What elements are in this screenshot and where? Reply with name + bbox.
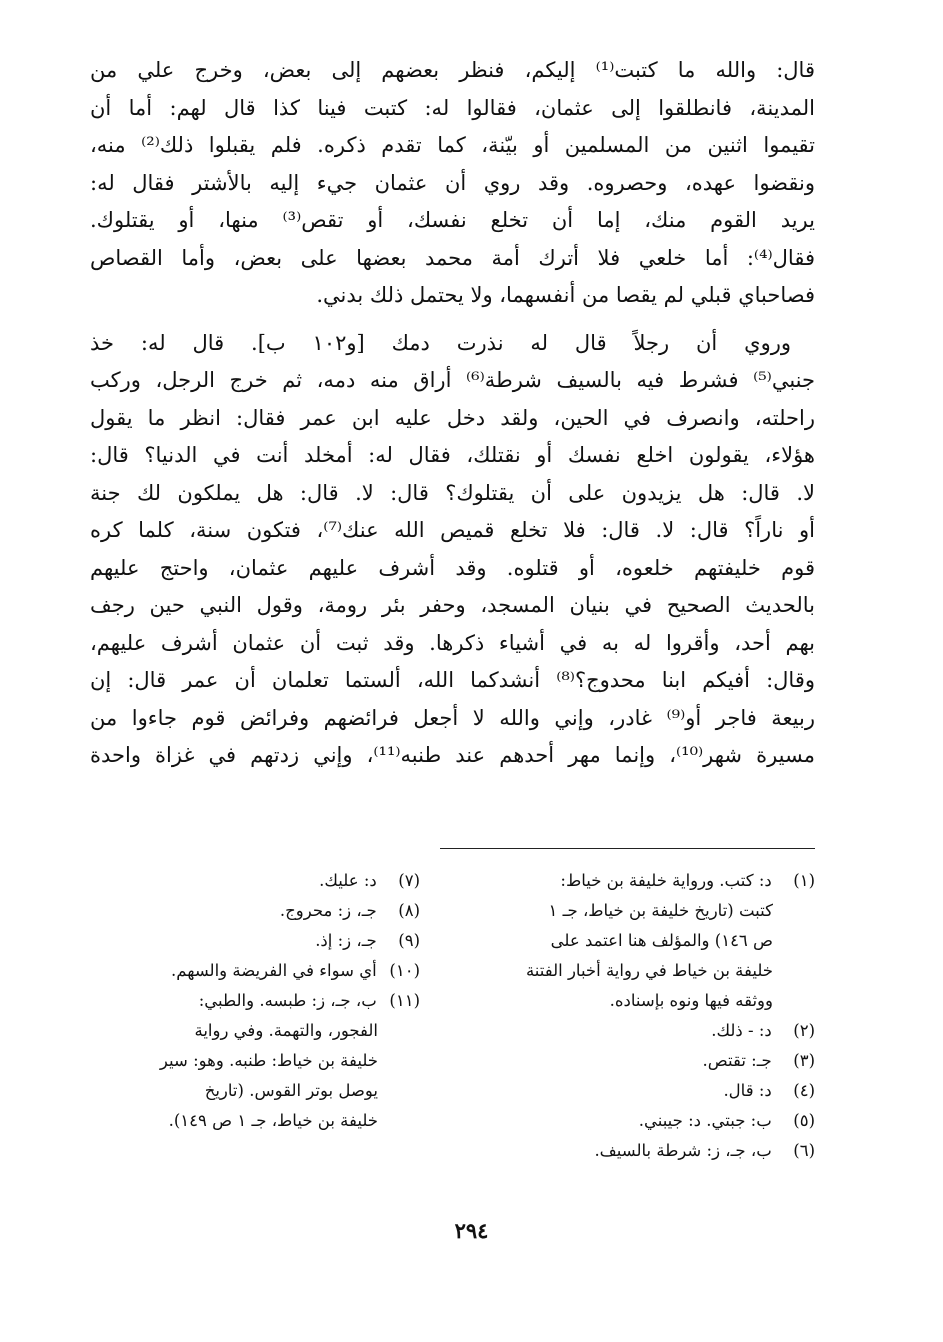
text-line: بهم أحد، وأقروا له به في أشياء ذكرها. وقد ثبت أن عثمان أشرف عليهم، [90, 630, 815, 655]
footnotes-left-column [75, 866, 420, 1136]
footnote: (٤) د: قال. [723, 1081, 815, 1100]
text-line: المدينة، فانطلقوا إلى عثمان، فقالوا له: كتبت فينا كذا قال لهم: أما أن [90, 95, 815, 120]
main-text [90, 52, 815, 775]
text-line: أو ناراً؟ قال: لا. قال: فلا تخلع قميص الله عنك⁽⁷⁾، فتكون سنة، كلما كره [90, 518, 815, 542]
text-line: قوم خليفتهم خلعوه، أو قتلوه. وقد أشرف عليهم عثمان، واحتج عليهم [90, 555, 815, 580]
text-line: ونقضوا عهده، وحصروه. وقد روي أن عثمان جيء إليه بالأشتر فقال له: [90, 170, 815, 195]
footnote-separator [440, 848, 815, 849]
footnote: (٩) جـ، ز: إذ. [315, 931, 420, 950]
footnote-continuation: ص ١٤٦) والمؤلف هنا اعتمد على [550, 931, 773, 950]
footnote: (٢) د: - ذلك. [711, 1021, 815, 1040]
paragraph-1 [90, 52, 815, 315]
text-line: بالحديث الصحيح في بنيان المسجد، وحفر بئر رومة، وقول النبي حين رجف [90, 593, 815, 617]
footnote-continuation: الفجور، والتهمة. وفي رواية [194, 1021, 378, 1040]
footnote: (٨) جـ، ز: محروج. [279, 901, 420, 920]
footnote: (٧) د: عليك. [319, 871, 420, 890]
footnote-continuation: كتبت (تاريخ خليفة بن خياط، جـ ١ [548, 901, 773, 920]
text-line: ربيعة فاجر أو⁽⁹⁾ غادر، وإني والله لا أجعل فرائضهم وفرائض قوم جاءوا من [90, 705, 815, 730]
footnote: (٥) ب: جبتي. د: جيبني. [638, 1111, 815, 1130]
footnote: (١) د: كتب. ورواية خليفة بن خياط: [560, 871, 815, 890]
footnote-continuation: ووثقه فيها ونوه بإسناده. [609, 991, 773, 1010]
footnote: (١١) ب، جـ، ز: طبسه. والطبي: [198, 991, 420, 1010]
text-line: مسيرة شهر⁽¹⁰⁾، وإنما مهر أحدهم عند طنبه⁽¹¹⁾، وإني زدتهم في غزاة واحدة [90, 743, 815, 767]
footnote: (١٠) أي سواء في الفريضة والسهم. [170, 961, 420, 980]
footnote-continuation: خليفة بن خياط، جـ ١ ص ١٤٩). [168, 1111, 378, 1130]
text-line: تقيموا اثنين من المسلمين أو بيّنة، كما تقدم ذكره. فلم يقبلوا ذلك⁽²⁾ منه، [90, 133, 815, 157]
text-line: فصاحباي قبلي لم يقصا من أنفسهما، ولا يحتمل ذلك بدني. [316, 283, 815, 307]
text-line: قال: والله ما كتبت⁽¹⁾ إليكم، فنظر بعضهم إلى بعض، وخرج علي من [90, 58, 815, 82]
text-line: وقال: أفيكم ابنا محدوج؟⁽⁸⁾ أنشدكما الله، ألستما تعلمان أن عمر قال: إن [90, 668, 815, 692]
footnote-continuation: خليفة بن خياط في رواية أخبار الفتنة [525, 961, 773, 980]
text-line: يريد القوم منك، إما أن تخلع نفسك، أو تقص⁽³⁾ منها، أو يقتلوك. [90, 208, 815, 232]
footnote-continuation: خليفة بن خياط: طنبه. وهو: سير [159, 1051, 378, 1070]
footnotes-right-column [460, 866, 815, 1166]
footnote: (٦) ب، جـ، ز: شرطة بالسيف. [594, 1141, 815, 1160]
text-line: هؤلاء، يقولون اخلع نفسك أو نقتلك، فقال له: أمخلد أنت في الدنيا؟ قال: [90, 443, 815, 467]
text-line: فقال⁽⁴⁾: أما خلعي فلا أترك أمة محمد بعضها على بعض، وأما القصاص [90, 245, 815, 270]
text-line: راحلته، وانصرف في الحين، ولقد دخل عليه ابن عمر فقال: انظر ما يقول [90, 405, 815, 430]
footnote-continuation: يوصل بوتر القوس. (تاريخ [204, 1081, 378, 1100]
paragraph-2 [90, 325, 815, 775]
text-line: وروي أن رجلاً قال له نذرت دمك [و١٠٢ ب]. قال له: خذ [90, 330, 791, 355]
text-line: جنبي⁽⁵⁾ فشرط فيه بالسيف شرطة⁽⁶⁾ أراق منه دمه، ثم خرج الرجل، وركب [90, 368, 815, 392]
text-line: لا. قال: هل يزيدون على أن يقتلوك؟ قال: لا. قال: هل يملكون لك جنة [90, 480, 815, 505]
page-number: ٢٩٤ [454, 1218, 489, 1243]
footnote: (٣) جـ: تقتص. [702, 1051, 815, 1070]
